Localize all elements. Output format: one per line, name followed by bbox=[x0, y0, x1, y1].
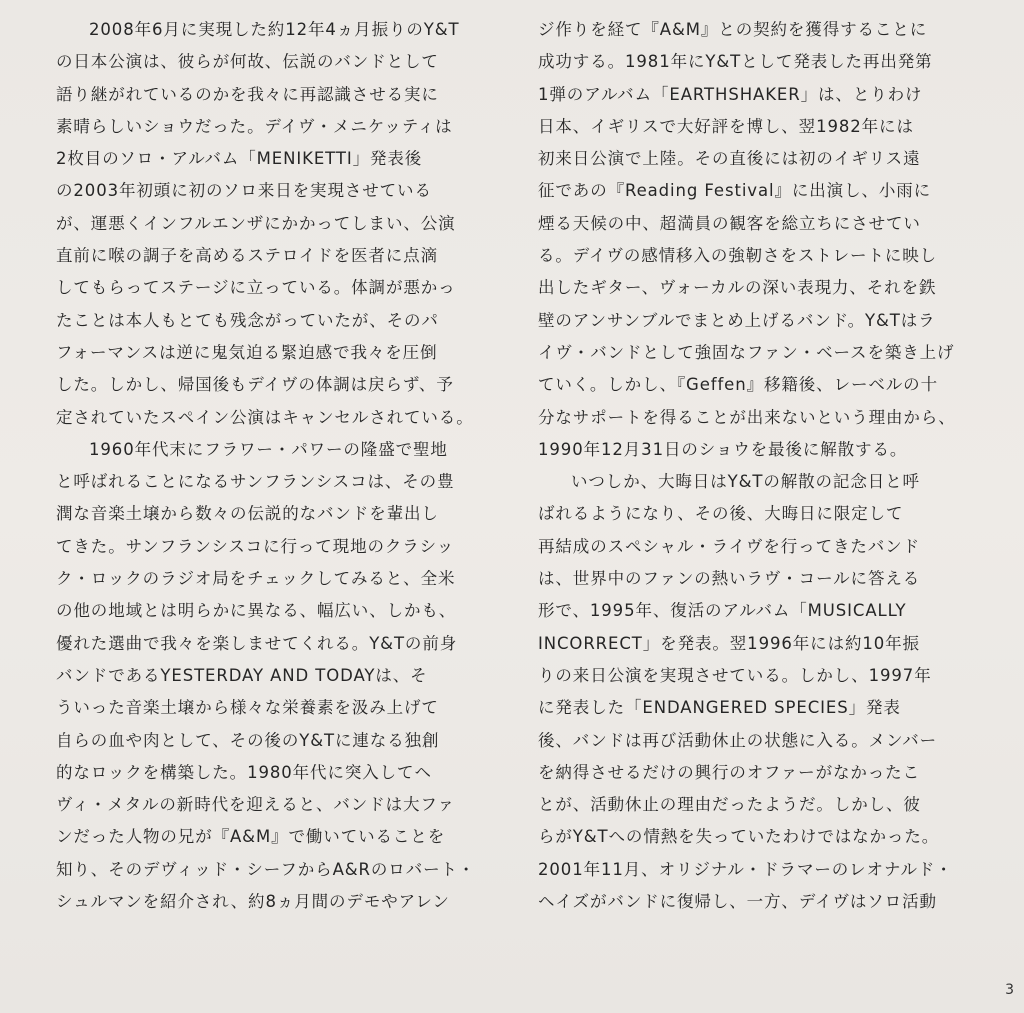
text-line: りの来日公演を実現させている。しかし、1997年 bbox=[538, 665, 932, 685]
text-line: 分なサポートを得ることが出来ないという理由から、 bbox=[538, 407, 956, 427]
text-line: 初来日公演で上陸。その直後には初のイギリス遠 bbox=[538, 149, 921, 169]
text-line: シュルマンを紹介され、約8ヵ月間のデモやアレン bbox=[56, 892, 450, 912]
text-line: 日本、イギリスで大好評を博し、翌1982年には bbox=[538, 116, 914, 136]
text-line: フォーマンスは逆に鬼気迫る緊迫感で我々を圧倒 bbox=[56, 342, 438, 362]
text-line: の他の地域とは明らかに異なる、幅広い、しかも、 bbox=[56, 601, 457, 621]
text-line: ヴィ・メタルの新時代を迎えると、バンドは大ファ bbox=[56, 795, 455, 815]
text-line: は、世界中のファンの熱いラヴ・コールに答える bbox=[538, 569, 921, 589]
text-line: してもらってステージに立っている。体調が悪かっ bbox=[56, 278, 456, 298]
text-line: に発表した「ENDANGERED SPECIES」発表 bbox=[538, 698, 901, 718]
text-line: ばれるようになり、その後、大晦日に限定して bbox=[538, 504, 904, 524]
text-line: 2001年11月、オリジナル・ドラマーのレオナルド・ bbox=[538, 859, 953, 879]
text-line: が、運悪くインフルエンザにかかってしまい、公演 bbox=[56, 213, 456, 233]
text-line: 的なロックを構築した。1980年代に突入してヘ bbox=[56, 762, 432, 782]
text-line: 煙る天候の中、超満員の観客を総立ちにさせてい bbox=[538, 213, 921, 233]
text-line: 成功する。1981年にY&Tとして発表した再出発第 bbox=[538, 52, 933, 72]
text-line: バンドであるYESTERDAY AND TODAYは、そ bbox=[56, 665, 428, 685]
text-line: イヴ・バンドとして強固なファン・ベースを築き上げ bbox=[538, 342, 955, 362]
text-line: 知り、そのデヴィッド・シーフからA&Rのロバート・ bbox=[56, 859, 476, 879]
text-line: 出したギター、ヴォーカルの深い表現力、それを鉄 bbox=[538, 278, 937, 298]
text-line: INCORRECT」を発表。翌1996年には約10年振 bbox=[538, 633, 920, 653]
text-line: 1960年代末にフラワー・パワーの隆盛で聖地 bbox=[89, 439, 448, 459]
text-line: 自らの血や肉として、その後のY&Tに連なる独創 bbox=[56, 730, 440, 750]
text-line: 素晴らしいショウだった。デイヴ・メニケッティは bbox=[56, 116, 453, 136]
text-line: とが、活動休止の理由だったようだ。しかし、彼 bbox=[538, 795, 921, 815]
text-line: 定されていたスペイン公演はキャンセルされている。 bbox=[56, 407, 474, 427]
text-line: 2008年6月に実現した約12年4ヵ月振りのY&T bbox=[89, 20, 460, 39]
text-line: ういった音楽土壌から様々な栄養素を汲み上げて bbox=[56, 698, 439, 718]
text-line: 潤な音楽土壌から数々の伝説的なバンドを輩出し bbox=[56, 504, 439, 524]
text-column-left bbox=[56, 14, 512, 918]
text-line: 語り継がれているのかを我々に再認識させる実に bbox=[56, 84, 439, 104]
text-line: 再結成のスペシャル・ライヴを行ってきたバンド bbox=[538, 536, 920, 556]
text-line: る。デイヴの感情移入の強靭さをストレートに映し bbox=[538, 246, 938, 266]
text-line: 2枚目のソロ・アルバム「MENIKETTI」発表後 bbox=[56, 149, 423, 169]
text-line: 壁のアンサンブルでまとめ上げるバンド。Y&Tはラ bbox=[538, 310, 936, 330]
text-line: 直前に喉の調子を高めるステロイドを医者に点滴 bbox=[56, 246, 438, 266]
text-line: ていく。しかし、『Geffen』移籍後、レーベルの十 bbox=[538, 375, 938, 395]
text-line: ンだった人物の兄が『A&M』で働いていることを bbox=[56, 827, 446, 847]
text-line: 征であの『Reading Festival』に出演し、小雨に bbox=[538, 181, 932, 201]
text-line: 1990年12月31日のショウを最後に解散する。 bbox=[538, 439, 908, 459]
text-line: 1弾のアルバム「EARTHSHAKER」は、とりわけ bbox=[538, 84, 923, 104]
text-line: 形で、1995年、復活のアルバム「MUSICALLY bbox=[538, 601, 907, 621]
text-line: の日本公演は、彼らが何故、伝説のバンドとして bbox=[56, 52, 439, 72]
text-line: ジ作りを経て『A&M』との契約を獲得することに bbox=[538, 20, 928, 39]
text-line: を納得させるだけの興行のオファーがなかったこ bbox=[538, 762, 920, 782]
text-line: ク・ロックのラジオ局をチェックしてみると、全米 bbox=[56, 569, 456, 589]
page-number: 3 bbox=[1005, 982, 1014, 998]
text-line: らがY&Tへの情熱を失っていたわけではなかった。 bbox=[538, 827, 940, 847]
text-line: と呼ばれることになるサンフランシスコは、その豊 bbox=[56, 472, 455, 492]
text-line: ヘイズがバンドに復帰し、一方、デイヴはソロ活動 bbox=[538, 892, 937, 912]
text-column-right bbox=[538, 14, 994, 918]
text-line: 後、バンドは再び活動休止の状態に入る。メンバー bbox=[538, 730, 938, 750]
text-line: たことは本人もとても残念がっていたが、そのパ bbox=[56, 310, 439, 330]
text-line: てきた。サンフランシスコに行って現地のクラシッ bbox=[56, 536, 455, 556]
text-line: 優れた選曲で我々を楽しませてくれる。Y&Tの前身 bbox=[56, 633, 458, 653]
text-line: いつしか、大晦日はY&Tの解散の記念日と呼 bbox=[571, 472, 920, 492]
text-line: の2003年初頭に初のソロ来日を実現させている bbox=[56, 181, 432, 201]
text-line: した。しかし、帰国後もデイヴの体調は戻らず、予 bbox=[56, 375, 454, 395]
